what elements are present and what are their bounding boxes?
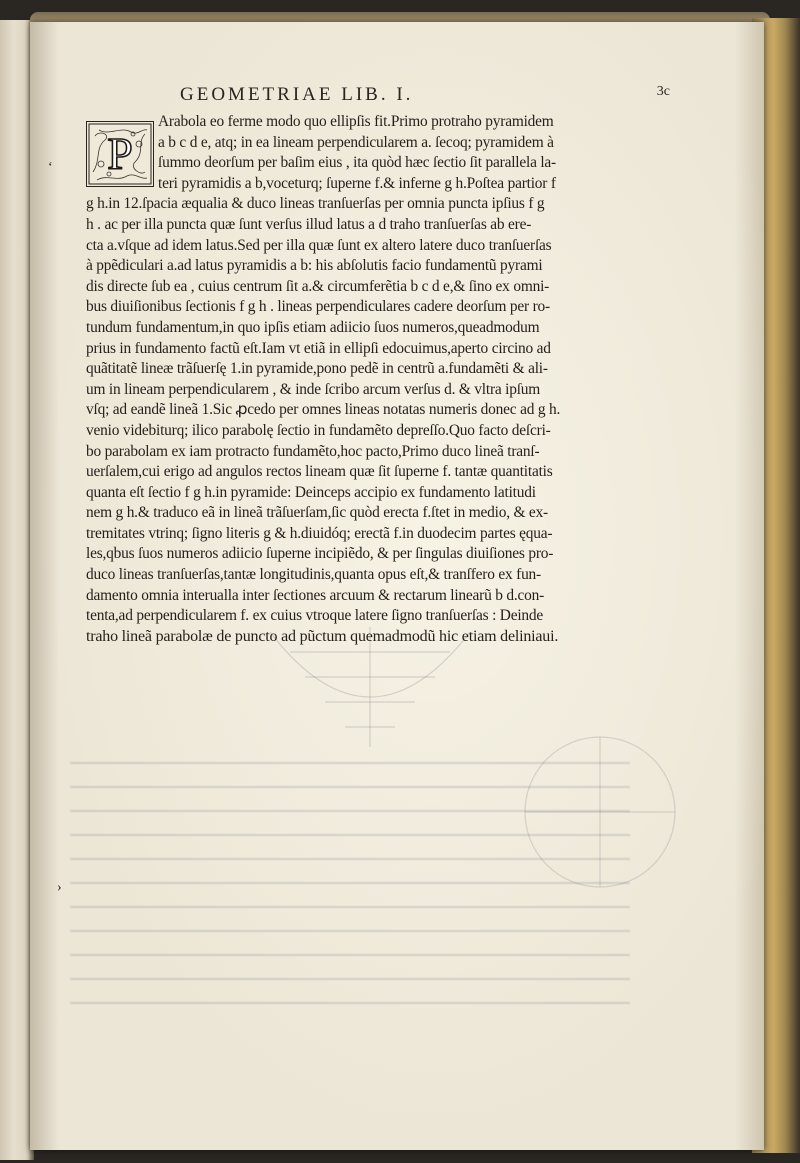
margin-mark: ‘	[48, 160, 53, 175]
text-line: bo parabolam ex iam protracto fundamẽto,hoc pacto,Primo duco lineã tranſ-	[86, 442, 540, 460]
text-line: quãtitatẽ lineæ trãſuerſę 1.in pyramide,pono pedẽ in centrũ a.fundamẽti & ali-	[86, 360, 548, 378]
text-line: venio videbiturq; ilico parabolę ſectio in fundamẽto depreſſo.Quo facto deſcri-	[86, 421, 551, 439]
text-line: prius in fundamento factũ eſt.Iam vt etiã in ellipſi edocuimus,aperto circino ad	[86, 339, 551, 357]
text-line: les,qbus ſuos numeros adiicio ſuperne incipiẽdo, & per ſingulas diuiſiones pro-	[86, 545, 554, 563]
text-line: dis directe ſub ea , cuius centrum ſit a.& circumferẽtia b c d e,& ſino ex omni-	[86, 277, 550, 295]
show-through-circle	[500, 712, 700, 892]
text-line: h . ac per illa puncta quæ ſunt verſus illud latus a d traho tranſuerſas ab ere-	[86, 215, 532, 233]
text-line: tundum fundamentum,in quo ipſis etiam adiicio ſuos numeros,queadmodum	[86, 318, 540, 336]
text-line: a b c d e, atq; in ea lineam perpendicularem a. ſecoq; pyramidem à	[158, 133, 554, 151]
ornament-initial-icon	[87, 122, 153, 186]
text-line: damento omnia interualla inter ſectiones arcuum & rectarum linearũ b d.con-	[86, 586, 545, 604]
text-line: duco lineas tranſuerſas,tantæ longitudinis,quanta opus eſt,& tranſfero ex fun-	[86, 566, 541, 584]
decorated-initial	[86, 121, 154, 187]
text-line: cta a.vſque ad idem latus.Sed per illa quæ ſunt ex altero latere duco tranſuerſas	[86, 236, 552, 254]
text-line: nem g h.& traduco eã in lineã trãſuerſam,ſic quòd erecta f.ſtet in medio, & ex-	[86, 504, 548, 522]
text-line: tenta,ad perpendicularem f. ex cuius vtroque latere ſigno tranſuerſas : Deinde	[86, 607, 544, 625]
text-line: vſq; ad eandẽ lineã 1.Sic ꝓcedo per omnes lineas notatas numeris donec ad g h.	[86, 401, 561, 419]
text-line: uerſalem,cui erigo ad angulos rectos lineam quæ ſit ſuperne f. tantæ quantitatis	[86, 463, 553, 481]
text-line: teri pyramidis a b,voceturq; ſuperne f.& inferne g h.Poſtea partior f	[158, 174, 556, 192]
text-line: ſummo deorſum per baſim eius , ita quòd hæc ſectio ſit parallela la-	[158, 154, 556, 172]
text-line: Arabola eo ferme modo quo ellipſis fit.Primo protraho pyramidem	[158, 113, 554, 130]
folio-number: 3c	[656, 84, 670, 99]
text-line: um in lineam perpendicularem , & inde ſcribo arcum verſus d. & vltra ipſum	[86, 380, 541, 398]
text-line: quanta eſt ſectio f g h.in pyramide: Deinceps accipio ex fundamento latitudi	[86, 483, 536, 501]
text-line: traho lineã parabolæ de puncto ad pũctum quemadmodũ hic etiam deliniaui.	[86, 627, 559, 645]
show-through-text	[70, 762, 630, 1012]
svg-text:P: P	[107, 128, 133, 179]
margin-mark: ›	[57, 880, 62, 895]
body-text	[86, 112, 616, 647]
page-header	[150, 84, 670, 112]
text-line: tremitates vtrinq; ſigno literis g & h.diuidóq; erectã f.in duodecim partes ęqua-	[86, 524, 553, 542]
running-head: GEOMETRIAE LIB. I.	[180, 84, 414, 105]
text-line: bus diuiſionibus ſectionis f g h . lineas perpendiculares cadere deorſum per ro-	[86, 298, 550, 316]
text-line: g h.in 12.ſpacia æqualia & duco lineas tranſuerſas per omnia puncta ipſius f g	[86, 195, 545, 213]
text-line: à ppẽdiculari a.ad latus pyramidis a b: his abſolutis facio fundamentũ pyrami	[86, 257, 543, 275]
facing-page-edge	[0, 20, 34, 1160]
